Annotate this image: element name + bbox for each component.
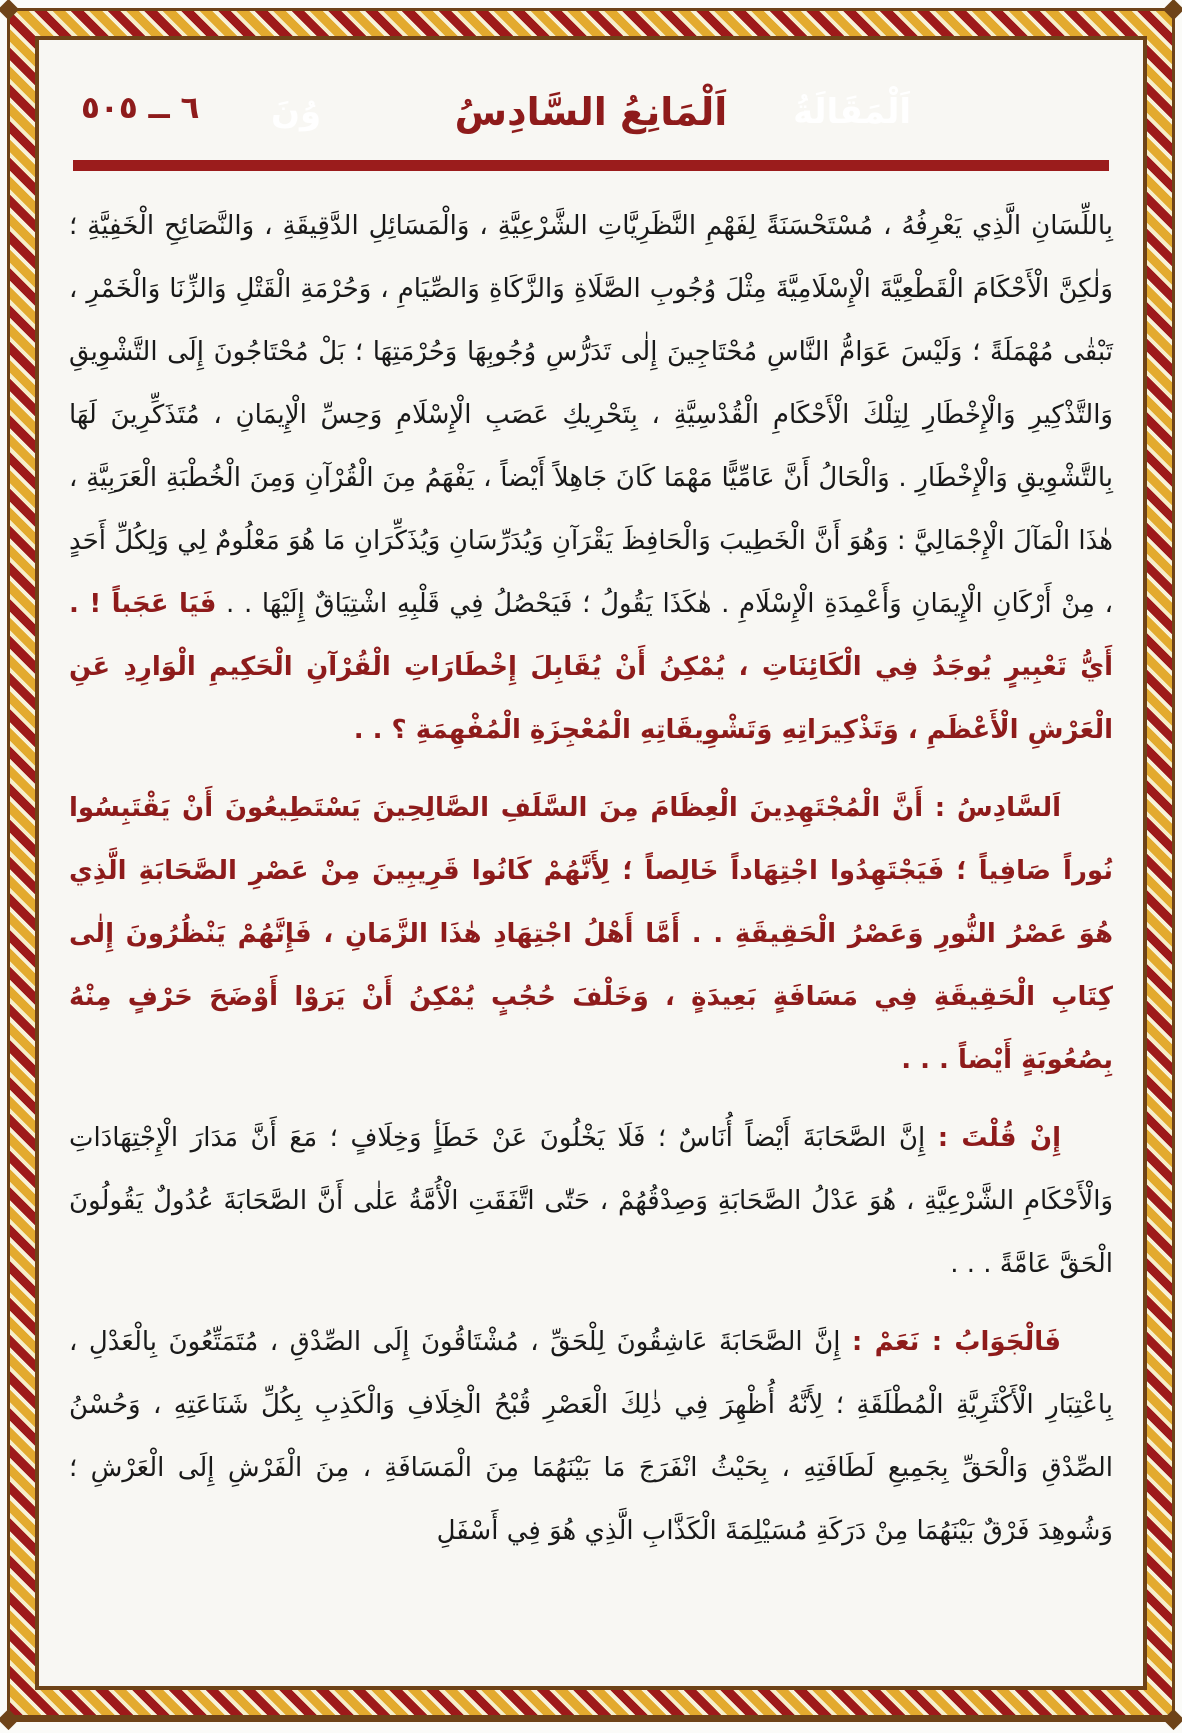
paragraph-if-you-say-text: إِنَّ الصَّحَابَةَ أَيْضاً أُنَاسٌ ؛ فَلَا يَخْلُونَ عَنْ خَطَأٍ وَخِلَافٍ ؛ مَعَ أَنَّ مَدَارَ الْإِجْتِهَادَاتِ وَالْأَحْكَامِ الشَّرْعِيَّةِ ، هُوَ عَدْلُ الصَّحَابَةِ وَصِدْقُهُمْ ، حَتّٰى اتَّفَقَتِ الْأُمَّةُ عَلٰى أَنَّ الصَّحَابَةَ عُدُولٌ يَقُولُونَ الْحَقَّ عَامَّةً . . . [69, 1123, 1113, 1279]
paragraph-continuation [69, 195, 1113, 762]
paragraph-the-answer-text: إِنَّ الصَّحَابَةَ عَاشِقُونَ لِلْحَقِّ ، مُشْتَاقُونَ إِلَى الصِّدْقِ ، مُتَمَتِّعُونَ بِالْعَدْلِ ، بِاعْتِبَارِ الْأَكْثَرِيَّةِ الْمُطْلَقَةِ ؛ لِأَنَّهُ أُظْهِرَ فِي ذٰلِكَ الْعَصْرِ قُبْحُ الْخِلَافِ وَالْكَذِبِ بِكُلِّ شَنَاعَتِهِ ، وَحُسْنُ الصِّدْقِ وَالْحَقِّ بِجَمِيعِ لَطَافَتِهِ ، بِحَيْثُ انْفَرَجَ مَا بَيْنَهُمَا مِنَ الْمَسَافَةِ ، مِنَ الْفَرْشِ إِلَى الْعَرْشِ ؛ وَشُوهِدَ فَرْقٌ بَيْنَهُمَا مِنْ دَرَكَةِ مُسَيْلِمَةَ الْكَذَّابِ الَّذِي هُوَ فِي أَسْفَلِ [69, 1327, 1113, 1546]
page-content [35, 36, 1147, 1690]
page-title: اَلْمَانِعُ السَّادِسُ [454, 90, 728, 134]
paragraph-if-you-say-lead: إِنْ قُلْتَ : [937, 1123, 1061, 1153]
paragraph-sixth-point: اَلسَّادِسُ : أَنَّ الْمُجْتَهِدِينَ الْعِظَامَ مِنَ السَّلَفِ الصَّالِحِينَ يَسْتَطِيعُونَ أَنْ يَقْتَبِسُوا نُوراً صَافِياً ؛ فَيَجْتَهِدُوا اجْتِهَاداً خَالِصاً ؛ لِأَنَّهُمْ كَانُوا قَرِيبِينَ مِنْ عَصْرِ الصَّحَابَةِ الَّذِي هُوَ عَصْرُ النُّورِ وَعَصْرُ الْحَقِيقَةِ . . أَمَّا أَهْلُ اجْتِهَادِ هٰذَا الزَّمَانِ ، فَإِنَّهُمْ يَنْظُرُونَ إِلٰى كِتَابِ الْحَقِيقَةِ فِي مَسَافَةٍ بَعِيدَةٍ ، وَخَلْفَ حُجُبٍ يُمْكِنُ أَنْ يَرَوْا أَوْضَحَ حَرْفٍ مِنْهُ بِصُعُوبَةٍ أَيْضاً . . . [69, 793, 1113, 1075]
paragraph-continuation-red-text: فَيَا عَجَباً ! . أَيُّ تَعْبِيرٍ يُوجَدُ فِي الْكَائِنَاتِ ، يُمْكِنُ أَنْ يُقَابِلَ إِخْطَارَاتِ الْقُرْآنِ الْحَكِيمِ الْوَارِدِ عَنِ الْعَرْشِ الْأَعْظَمِ ، وَتَذْكِيرَاتِهِ وَتَشْوِيقَاتِهِ الْمُعْجِزَةِ الْمُفْهِمَةِ ؟ . . [69, 589, 1113, 745]
corner-ornament [0, 0, 19, 20]
header-divider-rule [73, 160, 1109, 171]
corner-ornament [0, 1709, 19, 1730]
paragraph-if-you-say [69, 1107, 1113, 1296]
body-text [69, 195, 1113, 1563]
corner-ornament [1163, 1709, 1182, 1730]
paragraph-the-answer [69, 1311, 1113, 1563]
decorative-chain-border [7, 8, 1175, 1722]
page-header [69, 76, 1113, 154]
ghost-title-fragment-right: اَلْمَقَالَةُ [793, 92, 911, 132]
paragraph-the-answer-lead: فَالْجَوَابُ : نَعَمْ : [851, 1327, 1062, 1357]
page-number: ٦ ــ ٥٠٥ [81, 90, 200, 126]
paragraph-continuation-black-text: بِاللِّسَانِ الَّذِي يَعْرِفُهُ ، مُسْتَحْسَنَةً لِفَهْمِ النَّظَرِيَّاتِ الشَّرْعِيَّةِ ، وَالْمَسَائِلِ الدَّقِيقَةِ ، وَالنَّصَائِحِ الْخَفِيَّةِ ؛ وَلٰكِنَّ الْأَحْكَامَ الْقَطْعِيَّةَ الْإِسْلَامِيَّةَ مِثْلَ وُجُوبِ الصَّلَاةِ وَالزَّكَاةِ وَالصِّيَامِ ، وَحُرْمَةِ الْقَتْلِ وَالزِّنَا وَالْخَمْرِ ، تَبْقٰى مُهْمَلَةً ؛ وَلَيْسَ عَوَامُّ النَّاسِ مُحْتَاجِينَ إِلٰى تَدَرُّسِ وُجُوبِهَا وَحُرْمَتِهَا ؛ بَلْ مُحْتَاجُونَ إِلَى التَّشْوِيقِ وَالتَّذْكِيرِ وَالْإِخْطَارِ لِتِلْكَ الْأَحْكَامِ الْقُدْسِيَّةِ ، بِتَحْرِيكِ عَصَبِ الْإِسْلَامِ وَحِسِّ الْإِيمَانِ ، مُتَذَكِّرِينَ لَهَا بِالتَّشْوِيقِ وَالْإِخْطَارِ . وَالْحَالُ أَنَّ عَامِّيًّا مَهْمَا كَانَ جَاهِلاً أَيْضاً ، يَفْهَمُ مِنَ الْقُرْآنِ وَمِنَ الْخُطْبَةِ الْعَرَبِيَّةِ ، هٰذَا الْمَآلَ الْإِجْمَالِيَّ : وَهُوَ أَنَّ الْخَطِيبَ وَالْحَافِظَ يَقْرَآنِ وَيُدَرِّسَانِ وَيُذَكِّرَانِ مَا هُوَ مَعْلُومٌ لِي وَلِكُلِّ أَحَدٍ ، مِنْ أَرْكَانِ الْإِيمَانِ وَأَعْمِدَةِ الْإِسْلَامِ . هٰكَذَا يَقُولُ ؛ فَيَحْصُلُ فِي قَلْبِهِ اشْتِيَاقٌ إِلَيْهَا . . [69, 211, 1113, 619]
ghost-title-fragment-left: وُنَ [271, 92, 322, 132]
corner-ornament [1163, 0, 1182, 20]
